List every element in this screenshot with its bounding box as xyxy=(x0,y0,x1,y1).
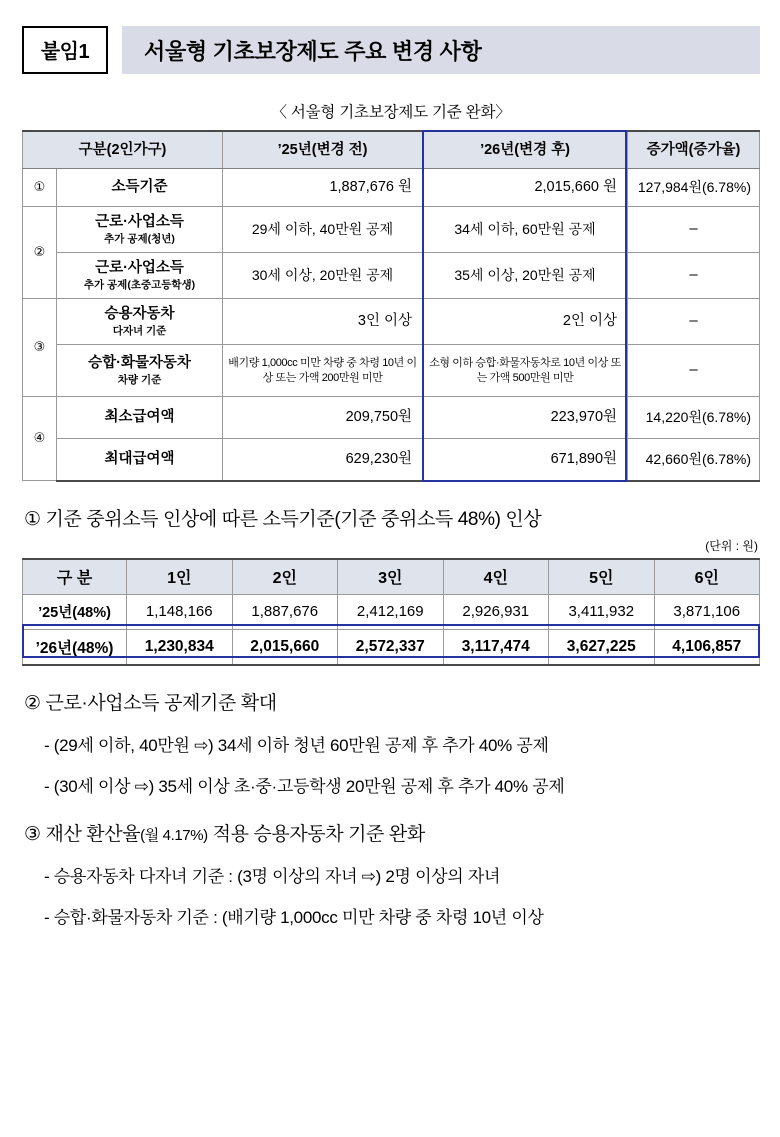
table1-col-increase: 증가액(증가율) xyxy=(628,131,760,169)
row-label-text: 최소급여액 xyxy=(104,409,175,426)
row-increase: – xyxy=(628,207,760,253)
row-increase: 14,220원(6.78%) xyxy=(628,397,760,439)
row-value: 3,627,225 xyxy=(549,629,655,665)
row-label-text: 최대급여액 xyxy=(104,451,175,468)
table-row xyxy=(23,299,760,345)
section1-heading: ① 기준 중위소득 인상에 따른 소득기준(기준 중위소득 48%) 인상 xyxy=(24,508,542,530)
row-label: ’25년(48%) xyxy=(23,594,127,629)
row-label xyxy=(57,207,223,253)
section2-heading: ② 근로·사업소득 공제기준 확대 xyxy=(24,692,277,714)
row-label xyxy=(57,397,223,439)
section3-bullet-1: - 승용자동차 다자녀 기준 : (3명 이상의 자녀 ⇨) 2명 이상의 자녀 xyxy=(44,866,501,886)
table2-col-1p: 1인 xyxy=(127,559,233,595)
row-value: 3,411,932 xyxy=(549,594,655,629)
document-title-row xyxy=(22,26,760,74)
table1-wrapper xyxy=(22,130,760,482)
row-value: 3,117,474 xyxy=(443,629,549,665)
table-row xyxy=(23,207,760,253)
row-before: 3인 이상 xyxy=(223,299,423,345)
row-label xyxy=(57,299,223,345)
section1-unit-note: (단위 : 원) xyxy=(705,538,758,553)
row-number: ① xyxy=(23,169,57,207)
row-value: 1,887,676 xyxy=(232,594,338,629)
row-before: 30세 이상, 20만원 공제 xyxy=(223,253,423,299)
median-income-table xyxy=(22,558,760,666)
row-label-text: 승합·화물자동차 xyxy=(88,355,191,372)
section3-heading-tail: 적용 승용자동차 기준 완화 xyxy=(207,823,425,845)
table-row xyxy=(23,253,760,299)
section3-heading-main: ③ 재산 환산율 xyxy=(24,823,141,845)
row-label-sub: 추가 공제(초중고등학생) xyxy=(83,278,196,291)
row-after: 35세 이상, 20만원 공제 xyxy=(423,253,628,299)
row-label-text: 소득기준 xyxy=(111,179,168,196)
table-row xyxy=(23,439,760,481)
section2-bullet-2: - (30세 이상 ⇨) 35세 이상 초·중·고등학생 20만원 공제 후 추가 40% 공제 xyxy=(44,776,565,796)
table2-header-row xyxy=(23,559,760,595)
section3-bullet-2: - 승합·화물자동차 기준 : (배기량 1,000cc 미만 차량 중 차령 10년 이상 xyxy=(44,907,544,927)
table2-wrapper xyxy=(22,558,760,666)
row-value: 2,572,337 xyxy=(338,629,444,665)
table-row xyxy=(23,594,760,629)
row-after: 34세 이하, 60만원 공제 xyxy=(423,207,628,253)
section2-bullet-1: - (29세 이하, 40만원 ⇨) 34세 이하 청년 60만원 공제 후 추가 40% 공제 xyxy=(44,735,549,755)
table2-col-3p: 3인 xyxy=(338,559,444,595)
section3-heading-small: (월 4.17%) xyxy=(140,826,208,844)
row-label-sub: 차량 기준 xyxy=(117,373,162,386)
page-title: 서울형 기초보장제도 주요 변경 사항 xyxy=(122,26,760,74)
table1-col-after: ’26년(변경 후) xyxy=(423,131,628,169)
row-number: ④ xyxy=(23,397,57,481)
row-label xyxy=(57,253,223,299)
table1-header-row xyxy=(23,131,760,169)
row-value: 1,148,166 xyxy=(127,594,233,629)
table1-col-before: ’25년(변경 전) xyxy=(223,131,423,169)
row-value: 2,015,660 xyxy=(232,629,338,665)
row-increase: 127,984원(6.78%) xyxy=(628,169,760,207)
row-number: ② xyxy=(23,207,57,299)
row-after: 671,890원 xyxy=(423,439,628,481)
section3-heading xyxy=(24,819,760,846)
row-before: 29세 이하, 40만원 공제 xyxy=(223,207,423,253)
row-label-text: 근로·사업소득 xyxy=(95,214,184,231)
table2-col-5p: 5인 xyxy=(549,559,655,595)
row-value: 2,412,169 xyxy=(338,594,444,629)
row-label-text: 근로·사업소득 xyxy=(95,260,184,277)
table-row xyxy=(23,169,760,207)
row-value: 4,106,857 xyxy=(654,629,760,665)
table2-col-division: 구 분 xyxy=(23,559,127,595)
table2-col-2p: 2인 xyxy=(232,559,338,595)
table-row xyxy=(23,629,760,665)
table2-col-4p: 4인 xyxy=(443,559,549,595)
row-before: 배기량 1,000cc 미만 차량 중 차령 10년 이상 또는 가액 200만원 미만 xyxy=(223,345,423,397)
table2-col-6p: 6인 xyxy=(654,559,760,595)
table1-caption: 〈 서울형 기초보장제도 기준 완화〉 xyxy=(271,104,511,121)
attachment-tag: 붙임1 xyxy=(22,26,108,74)
criteria-change-table xyxy=(22,130,760,482)
row-before: 1,887,676 원 xyxy=(223,169,423,207)
row-label xyxy=(57,169,223,207)
row-increase: – xyxy=(628,299,760,345)
row-label-text: 승용자동차 xyxy=(104,306,175,323)
row-value: 3,871,106 xyxy=(654,594,760,629)
row-before: 629,230원 xyxy=(223,439,423,481)
row-label-sub: 추가 공제(청년) xyxy=(104,232,175,245)
row-number: ③ xyxy=(23,299,57,397)
row-label-sub: 다자녀 기준 xyxy=(112,324,167,337)
row-increase: – xyxy=(628,345,760,397)
row-increase: – xyxy=(628,253,760,299)
row-after: 2,015,660 원 xyxy=(423,169,628,207)
row-value: 2,926,931 xyxy=(443,594,549,629)
row-label xyxy=(57,439,223,481)
table1-col-division: 구분(2인가구) xyxy=(23,131,223,169)
row-after: 2인 이상 xyxy=(423,299,628,345)
row-before: 209,750원 xyxy=(223,397,423,439)
table-row xyxy=(23,397,760,439)
table-row xyxy=(23,345,760,397)
row-label: ’26년(48%) xyxy=(23,629,127,665)
row-label xyxy=(57,345,223,397)
row-value: 1,230,834 xyxy=(127,629,233,665)
row-increase: 42,660원(6.78%) xyxy=(628,439,760,481)
row-after: 223,970원 xyxy=(423,397,628,439)
row-after: 소형 이하 승합·화물자동차로 10년 이상 또는 가액 500만원 미만 xyxy=(423,345,628,397)
